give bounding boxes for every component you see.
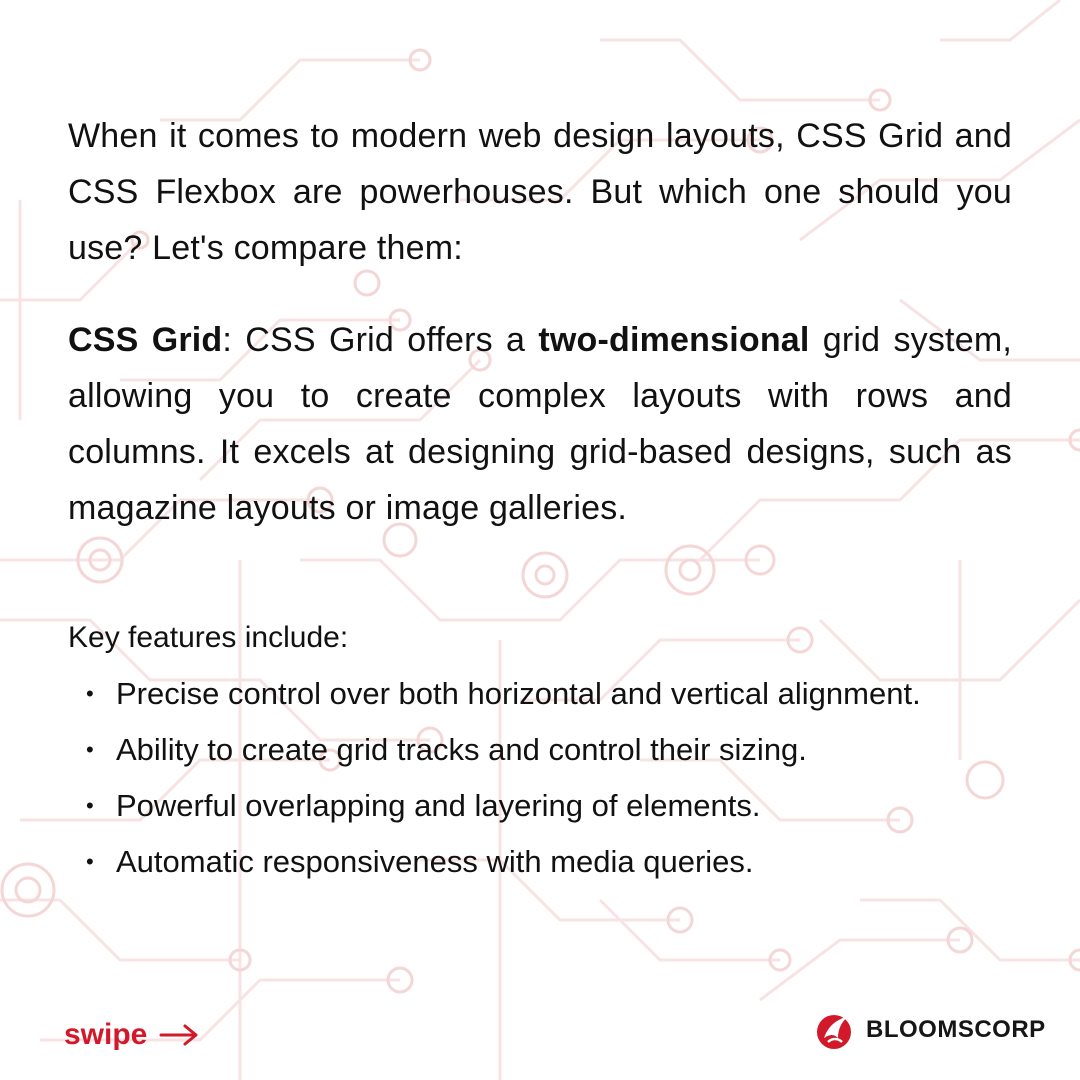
feature-text: Automatic responsiveness with media queries. [116,844,754,879]
bullet-icon: • [86,849,94,874]
feature-text: Ability to create grid tracks and control their sizing. [116,732,807,767]
bullet-icon: • [86,737,94,762]
brand-name: BLOOMSCORP [866,1016,1046,1043]
swipe-hint[interactable] [64,1018,199,1052]
feature-list [68,666,1012,890]
main-content [68,108,1012,890]
arrow-right-icon [159,1024,199,1046]
css-grid-term: CSS Grid [68,321,223,359]
bloomscorp-logo-icon [812,1008,856,1052]
feature-item [86,722,1012,778]
bullet-icon: • [86,681,94,706]
css-grid-description: grid system, allowing you to create complex layouts with rows and columns. It excels at designing grid-based designs, such as magazine layouts or image galleries. [68,321,1012,527]
swipe-label: swipe [64,1018,148,1051]
feature-text: Powerful overlapping and layering of elements. [116,788,761,823]
feature-text: Precise control over both horizontal and vertical alignment. [116,676,921,711]
key-features-label: Key features include: [68,621,349,654]
bullet-icon: • [86,793,94,818]
css-grid-colon-text: : CSS Grid offers a [222,321,539,359]
brand-logo [812,1008,1046,1052]
intro-paragraph: When it comes to modern web design layouts, CSS Grid and CSS Flexbox are powerhouses. But which one should you use? Let's compare them: [68,117,1012,267]
css-grid-paragraph [68,312,1012,536]
feature-item [86,834,1012,890]
two-dimensional-emphasis: two-dimensional [538,321,810,359]
feature-item [86,778,1012,834]
feature-item [86,666,1012,722]
